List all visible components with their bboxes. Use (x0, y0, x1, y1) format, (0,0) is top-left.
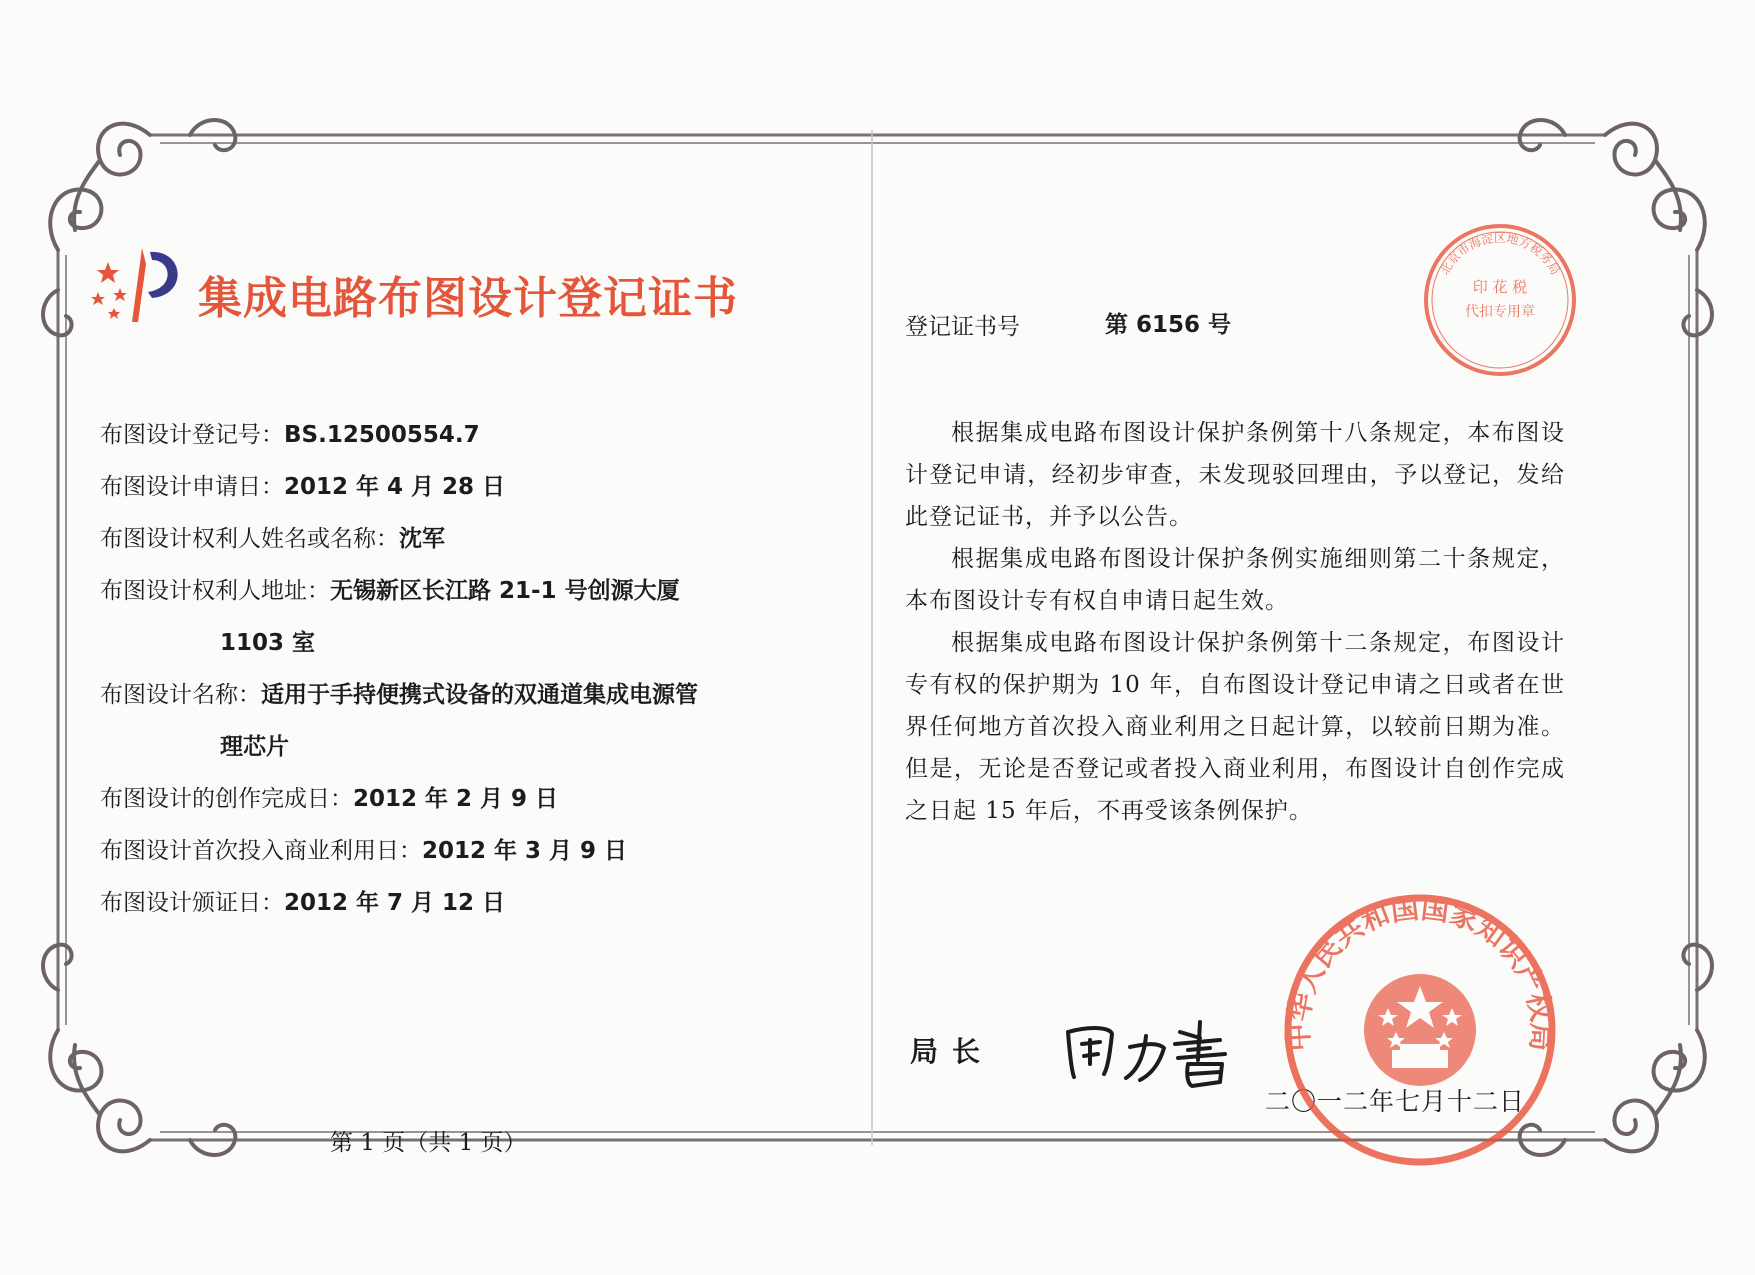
field-label: 布图设计申请日： (100, 474, 284, 500)
legal-paragraph-1: 根据集成电路布图设计保护条例第十八条规定，本布图设计登记申请，经初步审查，未发现驳回理由，予以登记，发给此登记证书，并予以公告。 (905, 420, 1565, 530)
stamp-tax-seal (1420, 220, 1580, 380)
field-value: 2012 年 2 月 9 日 (353, 786, 559, 812)
svg-text:印 花 税: 印 花 税 (1472, 278, 1528, 296)
field-address-continuation: 1103 室 (220, 630, 316, 656)
field-creation-completion-date (100, 784, 558, 814)
field-layout-registration-number (100, 420, 480, 450)
field-value: 2012 年 3 月 9 日 (422, 838, 628, 864)
field-label: 布图设计的创作完成日： (100, 786, 353, 812)
field-label: 布图设计颁证日： (100, 890, 284, 916)
certificate-title: 集成电路布图设计登记证书 (198, 273, 738, 324)
director-label: 局长 (910, 1035, 995, 1068)
field-value: 2012 年 4 月 28 日 (284, 474, 506, 500)
page-number: 第 1 页（共 1 页） (330, 1130, 527, 1156)
field-value: 适用于手持便携式设备的双通道集成电源管 (261, 682, 698, 708)
field-layout-design-name (100, 680, 698, 710)
svg-text:北京市海淀区地方税务局: 北京市海淀区地方税务局 (1437, 231, 1563, 278)
svg-text:代扣专用章: 代扣专用章 (1465, 304, 1535, 320)
field-application-date (100, 472, 505, 502)
director-signature (1060, 1012, 1260, 1092)
field-label: 布图设计权利人姓名或名称： (100, 526, 399, 552)
legal-paragraph-3: 根据集成电路布图设计保护条例第十二条规定，布图设计专有权的保护期为 10 年，自布图设计登记申请之日或者在世界任何地方首次投入商业利用之日起计算，以较前日期为准。但是，无论是否登记或者投入商业利用，布图设计自创作完成之日起 15 年后，不再受该条例保护。 (905, 630, 1565, 824)
field-label: 布图设计登记号： (100, 422, 284, 448)
certificate-number-value: 第 6156 号 (1105, 312, 1232, 338)
field-label: 布图设计名称： (100, 682, 261, 708)
field-right-holder-address (100, 576, 680, 606)
field-value: 2012 年 7 月 12 日 (284, 890, 506, 916)
legal-paragraph-2: 根据集成电路布图设计保护条例实施细则第二十条规定，本布图设计专有权自申请日起生效。 (905, 546, 1565, 614)
svg-text:中华人民共和国国家知识产权局: 中华人民共和国国家知识产权局 (1281, 891, 1559, 1053)
field-right-holder-name (100, 524, 445, 554)
field-value: 沈军 (399, 526, 445, 552)
field-label: 布图设计权利人地址： (100, 578, 330, 604)
field-issue-date (100, 888, 505, 918)
field-value: 无锡新区长江路 21-1 号创源大厦 (330, 578, 680, 604)
certificate-number-label: 登记证书号 (905, 314, 1020, 340)
field-label: 布图设计首次投入商业利用日： (100, 838, 422, 864)
field-value: BS.12500554.7 (284, 422, 480, 448)
official-seal (1280, 890, 1560, 1170)
field-first-commercial-use-date (100, 836, 627, 866)
issue-date: 二〇一二年七月十二日 (1265, 1087, 1526, 1116)
ip-logo-icon (90, 240, 190, 330)
field-design-name-continuation: 理芯片 (220, 734, 289, 760)
